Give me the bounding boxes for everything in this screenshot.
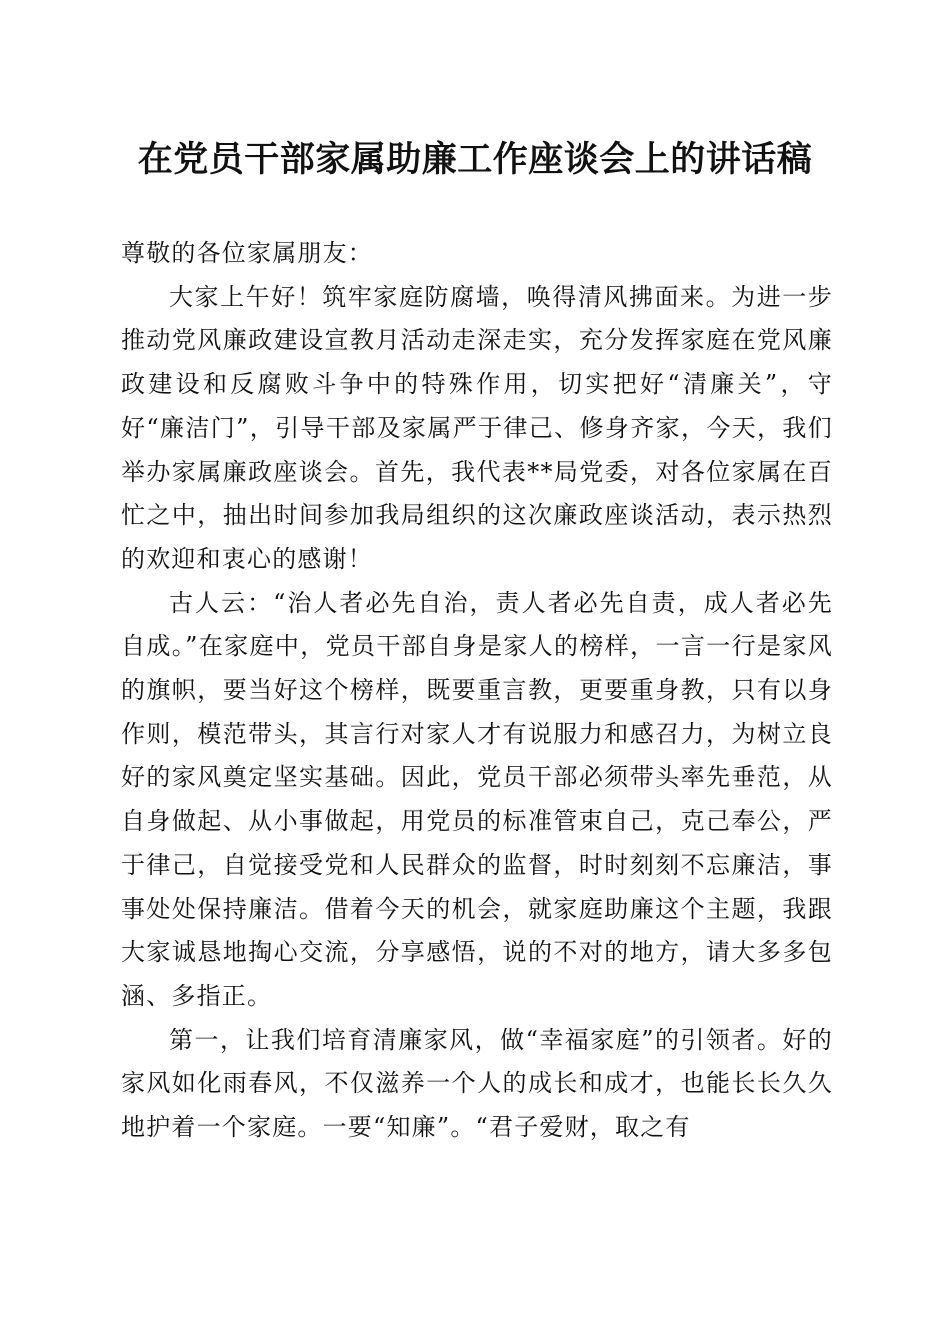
document-body xyxy=(121,232,833,1150)
document-title: 在党员干部家属助廉工作座谈会上的讲话稿 xyxy=(137,139,813,180)
paragraph-quote: 古人云：“治人者必先自治，责人者必先自责，成人者必先自成。”在家庭中，党员干部自身是家人的榜样，一言一行是家风的旗帜，要当好这个榜样，既要重言教，更要重身教，只有以身作则，模范带头，其言行对家人才有说服力和感召力，为树立良好的家风奠定坚实基础。因此，党员干部必须带头率先垂范，从自身做起、从小事做起，用党员的标准管束自己，克己奉公，严于律己，自觉接受党和人民群众的监督，时时刻刻不忘廉洁，事事处处保持廉洁。借着今天的机会，就家庭助廉这个主题，我跟大家诚恳地掏心交流，分享感悟，说的不对的地方，请大多多包涵、多指正。 xyxy=(121,588,833,1010)
paragraph-first-point xyxy=(121,1019,833,1150)
first-point-text: 好的家风如化雨春风，不仅滋养一个人的成长和成才，也能长长久久地护着一个家庭。一要“知廉”。“君子爱财，取之有 xyxy=(121,1025,833,1142)
salutation: 尊敬的各位家属朋友： xyxy=(121,239,373,267)
paragraph-greeting: 大家上午好！筑牢家庭防腐墙，唤得清风拂面来。为进一步推动党风廉政建设宣教月活动走深走实，充分发挥家庭在党风廉政建设和反腐败斗争中的特殊作用，切实把好“清廉关”，守好“廉洁门”，引导干部及家属严于律己、修身齐家，今天，我们举办家属廉政座谈会。首先，我代表**局党委，对各位家属在百忙之中，抽出时间参加我局组织的这次廉政座谈活动，表示热烈的欢迎和衷心的感谢！ xyxy=(121,282,833,573)
first-point-heading: 第一，让我们培育清廉家风，做“幸福家庭”的引领者。 xyxy=(169,1025,783,1054)
